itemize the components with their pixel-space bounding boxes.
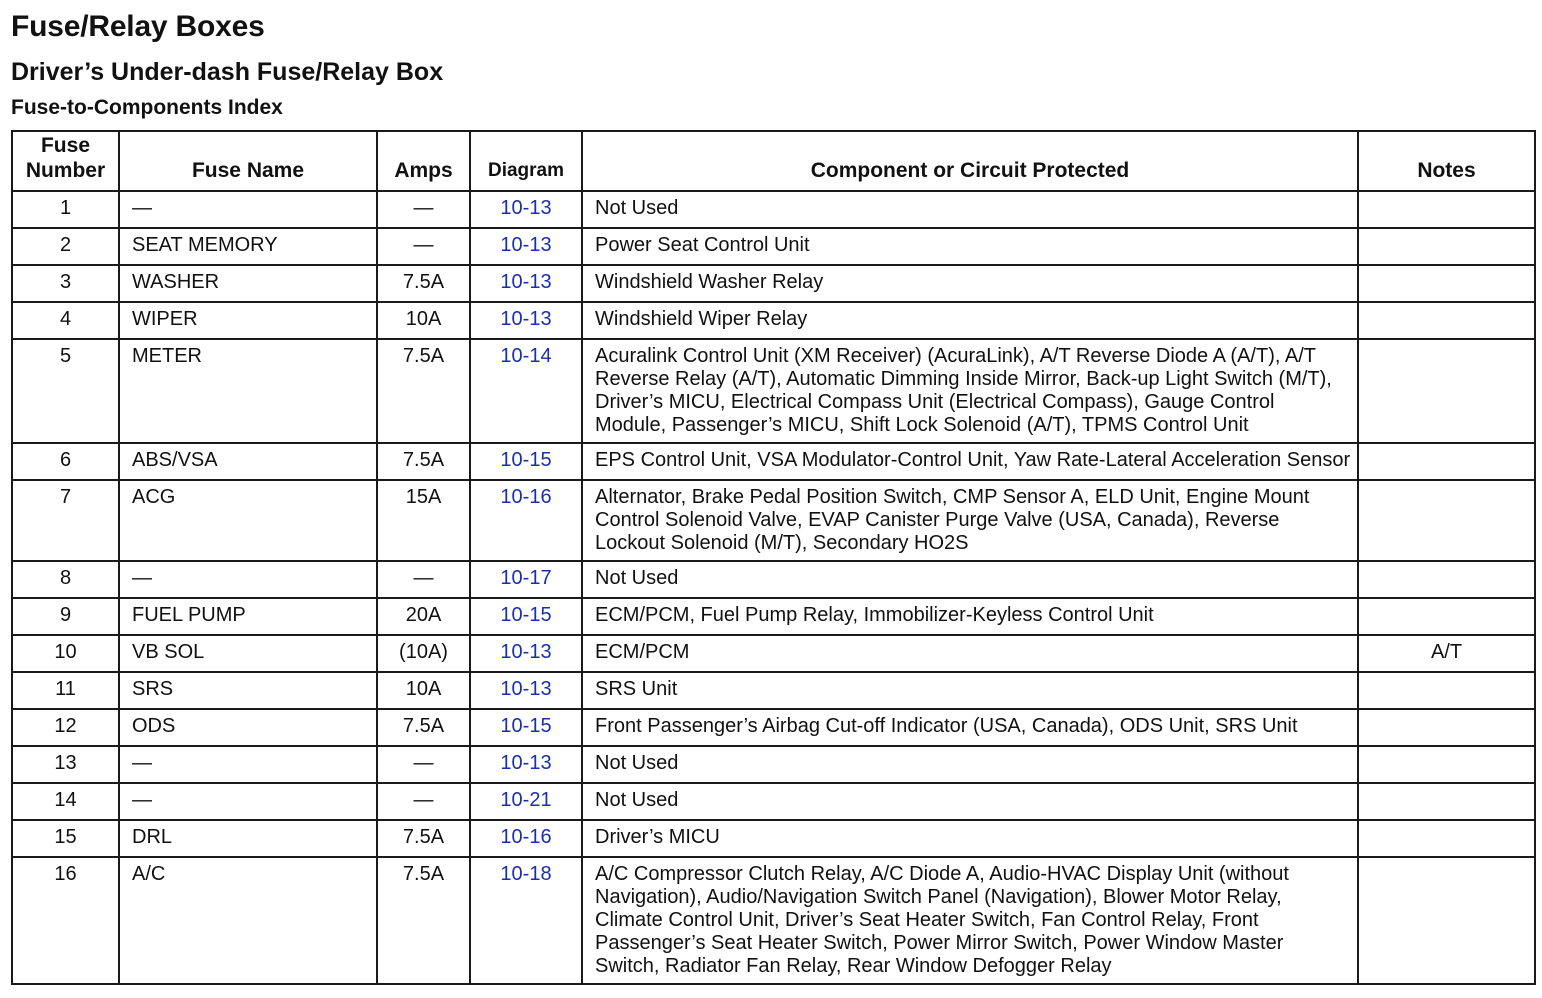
diagram-link[interactable]: 10-15 <box>470 709 582 746</box>
notes-cell <box>1358 820 1535 857</box>
fuse-name-cell: DRL <box>119 820 377 857</box>
diagram-link[interactable]: 10-21 <box>470 783 582 820</box>
amps-cell: 7.5A <box>377 265 470 302</box>
header-fuse-name: Fuse Name <box>119 131 377 191</box>
notes-cell <box>1358 857 1535 984</box>
table-row <box>12 191 1535 228</box>
table-row <box>12 635 1535 672</box>
fuse-number-cell: 6 <box>12 443 119 480</box>
diagram-link[interactable]: 10-16 <box>470 820 582 857</box>
notes-cell: A/T <box>1358 635 1535 672</box>
component-cell: Not Used <box>582 191 1358 228</box>
fuse-number-cell: 13 <box>12 746 119 783</box>
diagram-link[interactable]: 10-14 <box>470 339 582 443</box>
component-cell: EPS Control Unit, VSA Modulator-Control Unit, Yaw Rate-Lateral Acceleration Sensor <box>582 443 1358 480</box>
fuse-number-cell: 10 <box>12 635 119 672</box>
table-row <box>12 783 1535 820</box>
notes-cell <box>1358 598 1535 635</box>
component-cell: Driver’s MICU <box>582 820 1358 857</box>
table-row <box>12 480 1535 561</box>
diagram-link[interactable]: 10-13 <box>470 635 582 672</box>
table-row <box>12 746 1535 783</box>
table-header-row <box>12 131 1535 191</box>
component-cell: ECM/PCM, Fuel Pump Relay, Immobilizer-Keyless Control Unit <box>582 598 1358 635</box>
fuse-number-cell: 5 <box>12 339 119 443</box>
table-row <box>12 672 1535 709</box>
fuse-name-cell: ACG <box>119 480 377 561</box>
fuse-number-cell: 7 <box>12 480 119 561</box>
diagram-link[interactable]: 10-17 <box>470 561 582 598</box>
amps-cell: 7.5A <box>377 443 470 480</box>
diagram-link[interactable]: 10-13 <box>470 746 582 783</box>
fuse-name-cell: — <box>119 561 377 598</box>
diagram-link[interactable]: 10-15 <box>470 443 582 480</box>
fuse-name-cell: A/C <box>119 857 377 984</box>
diagram-link[interactable]: 10-15 <box>470 598 582 635</box>
table-row <box>12 598 1535 635</box>
fuse-name-cell: WASHER <box>119 265 377 302</box>
table-row <box>12 302 1535 339</box>
header-amps: Amps <box>377 131 470 191</box>
page-title: Fuse/Relay Boxes <box>11 10 265 43</box>
fuse-number-cell: 1 <box>12 191 119 228</box>
fuse-name-cell: SRS <box>119 672 377 709</box>
component-cell: A/C Compressor Clutch Relay, A/C Diode A, Audio-HVAC Display Unit (without Navigation), Audio/Navigation Switch Panel (Navigation), Blower Motor Relay, Climate Control Unit, Driver’s Seat Heater Switch, Fan Control Relay, Front Passenger’s Seat Heater Switch, Power Mirror Switch, Power Window Master Switch, Radiator Fan Relay, Rear Window Defogger Relay <box>582 857 1358 984</box>
table-row <box>12 820 1535 857</box>
fuse-number-cell: 11 <box>12 672 119 709</box>
diagram-link[interactable]: 10-16 <box>470 480 582 561</box>
fuse-number-cell: 12 <box>12 709 119 746</box>
diagram-link[interactable]: 10-13 <box>470 191 582 228</box>
fuse-index-table <box>11 130 1536 985</box>
fuse-name-cell: METER <box>119 339 377 443</box>
component-cell: Not Used <box>582 746 1358 783</box>
amps-cell: 20A <box>377 598 470 635</box>
header-diagram: Diagram <box>470 131 582 191</box>
amps-cell: 7.5A <box>377 709 470 746</box>
notes-cell <box>1358 783 1535 820</box>
table-row <box>12 443 1535 480</box>
notes-cell <box>1358 443 1535 480</box>
fuse-name-cell: SEAT MEMORY <box>119 228 377 265</box>
fuse-number-cell: 4 <box>12 302 119 339</box>
fuse-name-cell: VB SOL <box>119 635 377 672</box>
fuse-number-cell: 3 <box>12 265 119 302</box>
amps-cell: 7.5A <box>377 857 470 984</box>
component-cell: Alternator, Brake Pedal Position Switch, CMP Sensor A, ELD Unit, Engine Mount Control Solenoid Valve, EVAP Canister Purge Valve (USA, Canada), Reverse Lockout Solenoid (M/T), Secondary HO2S <box>582 480 1358 561</box>
table-row <box>12 339 1535 443</box>
fuse-name-cell: — <box>119 746 377 783</box>
component-cell: Windshield Wiper Relay <box>582 302 1358 339</box>
fuse-number-cell: 15 <box>12 820 119 857</box>
fuse-number-cell: 16 <box>12 857 119 984</box>
header-notes: Notes <box>1358 131 1535 191</box>
table-row <box>12 561 1535 598</box>
amps-cell: 7.5A <box>377 820 470 857</box>
fuse-name-cell: ABS/VSA <box>119 443 377 480</box>
table-row <box>12 265 1535 302</box>
diagram-link[interactable]: 10-13 <box>470 302 582 339</box>
fuse-number-cell: 2 <box>12 228 119 265</box>
component-cell: Power Seat Control Unit <box>582 228 1358 265</box>
diagram-link[interactable]: 10-13 <box>470 672 582 709</box>
notes-cell <box>1358 480 1535 561</box>
fuse-name-cell: — <box>119 191 377 228</box>
header-fuse-number: Fuse Number <box>12 131 119 191</box>
notes-cell <box>1358 672 1535 709</box>
fuse-number-cell: 9 <box>12 598 119 635</box>
fuse-name-cell: WIPER <box>119 302 377 339</box>
component-cell: Windshield Washer Relay <box>582 265 1358 302</box>
component-cell: Acuralink Control Unit (XM Receiver) (AcuraLink), A/T Reverse Diode A (A/T), A/T Reverse Relay (A/T), Automatic Dimming Inside Mirror, Back-up Light Switch (M/T), Driver’s MICU, Electrical Compass Unit (Electrical Compass), Gauge Control Module, Passenger’s MICU, Shift Lock Solenoid (A/T), TPMS Control Unit <box>582 339 1358 443</box>
header-component: Component or Circuit Protected <box>582 131 1358 191</box>
notes-cell <box>1358 746 1535 783</box>
notes-cell <box>1358 302 1535 339</box>
amps-cell: 10A <box>377 302 470 339</box>
amps-cell: 10A <box>377 672 470 709</box>
notes-cell <box>1358 339 1535 443</box>
notes-cell <box>1358 191 1535 228</box>
component-cell: SRS Unit <box>582 672 1358 709</box>
amps-cell: (10A) <box>377 635 470 672</box>
table-row <box>12 857 1535 984</box>
amps-cell: — <box>377 746 470 783</box>
component-cell: Not Used <box>582 783 1358 820</box>
notes-cell <box>1358 265 1535 302</box>
fuse-name-cell: ODS <box>119 709 377 746</box>
component-cell: Not Used <box>582 561 1358 598</box>
notes-cell <box>1358 709 1535 746</box>
amps-cell: 15A <box>377 480 470 561</box>
amps-cell: — <box>377 561 470 598</box>
table-row <box>12 709 1535 746</box>
diagram-link[interactable]: 10-13 <box>470 265 582 302</box>
amps-cell: — <box>377 191 470 228</box>
notes-cell <box>1358 561 1535 598</box>
amps-cell: — <box>377 228 470 265</box>
fuse-name-cell: — <box>119 783 377 820</box>
page-subtitle: Driver’s Under-dash Fuse/Relay Box <box>11 58 444 86</box>
component-cell: ECM/PCM <box>582 635 1358 672</box>
component-cell: Front Passenger’s Airbag Cut-off Indicator (USA, Canada), ODS Unit, SRS Unit <box>582 709 1358 746</box>
amps-cell: — <box>377 783 470 820</box>
diagram-link[interactable]: 10-18 <box>470 857 582 984</box>
diagram-link[interactable]: 10-13 <box>470 228 582 265</box>
section-title: Fuse-to-Components Index <box>11 96 283 119</box>
fuse-number-cell: 8 <box>12 561 119 598</box>
table-row <box>12 228 1535 265</box>
fuse-number-cell: 14 <box>12 783 119 820</box>
fuse-name-cell: FUEL PUMP <box>119 598 377 635</box>
notes-cell <box>1358 228 1535 265</box>
amps-cell: 7.5A <box>377 339 470 443</box>
